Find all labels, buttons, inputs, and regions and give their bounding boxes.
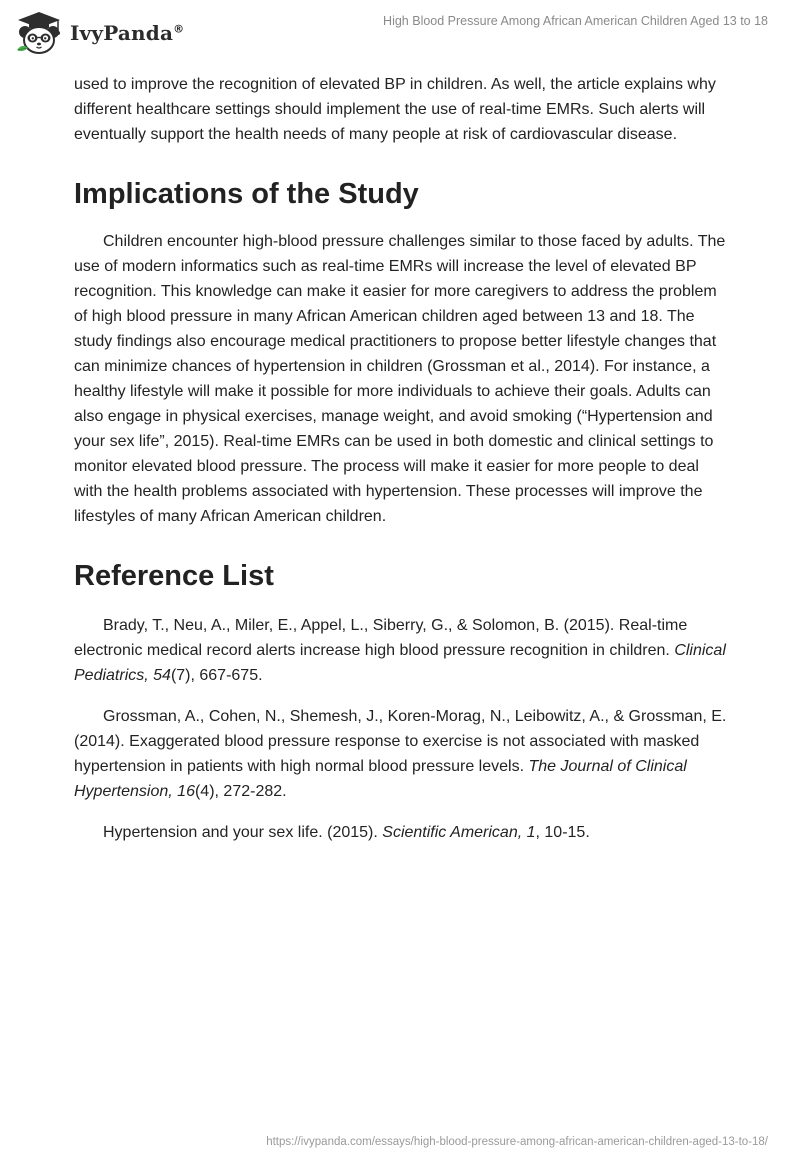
implications-heading: Implications of the Study: [74, 178, 419, 210]
source-url[interactable]: https://ivypanda.com/essays/high-blood-pressure-among-african-american-children-aged-13-to-18/: [266, 1136, 768, 1148]
reference-item: Grossman, A., Cohen, N., Shemesh, J., Koren-Morag, N., Leibowitz, A., & Grossman, E. (2014). Exaggerated blood pressure response to exercise is not associated with masked hypertension in patients with high normal blood pressure levels. The Journal of Clinical Hypertension, 16(4), 272-282.: [74, 708, 727, 800]
essay-content: [74, 72, 730, 845]
references-heading: Reference List: [74, 560, 274, 592]
implications-paragraph: Children encounter high-blood pressure challenges similar to those faced by adults. The use of modern informatics such as real-time EMRs will increase the level of elevated BP recognition. This knowledge can make it easier for more caregivers to address the problem of high blood pressure in many African American children aged between 13 and 18. The study findings also encourage medical practitioners to propose better lifestyle changes that can minimize chances of hypertension in children (Grossman et al., 2014). For instance, a healthy lifestyle will make it possible for more individuals to achieve their goals. Adults can also engage in physical exercises, manage weight, and avoid smoking (“Hypertension and your sex life”, 2015). Real-time EMRs can be used in both domestic and clinical settings to monitor elevated blood pressure. The process will make it easier for more people to deal with the health problems associated with hypertension. These processes will improve the lifestyles of many African American children.: [74, 233, 726, 525]
logo-wordmark: IvyPanda®: [70, 21, 185, 45]
reference-item: Hypertension and your sex life. (2015). Scientific American, 1, 10-15.: [103, 824, 590, 841]
ivypanda-logo[interactable]: [14, 8, 184, 58]
reference-item: Brady, T., Neu, A., Miler, E., Appel, L., Siberry, G., & Solomon, B. (2015). Real-time electronic medical record alerts increase high blood pressure recognition in children. Clinical Pediatrics, 54(7), 667-675.: [74, 617, 726, 684]
page-header: [0, 0, 800, 68]
intro-paragraph: used to improve the recognition of elevated BP in children. As well, the article explains why different healthcare settings should implement the use of real-time EMRs. Such alerts will eventually support the health needs of many people at risk of cardiovascular disease.: [74, 76, 716, 143]
document-title: High Blood Pressure Among African American Children Aged 13 to 18: [383, 14, 768, 28]
panda-mascot-icon: [14, 10, 64, 56]
